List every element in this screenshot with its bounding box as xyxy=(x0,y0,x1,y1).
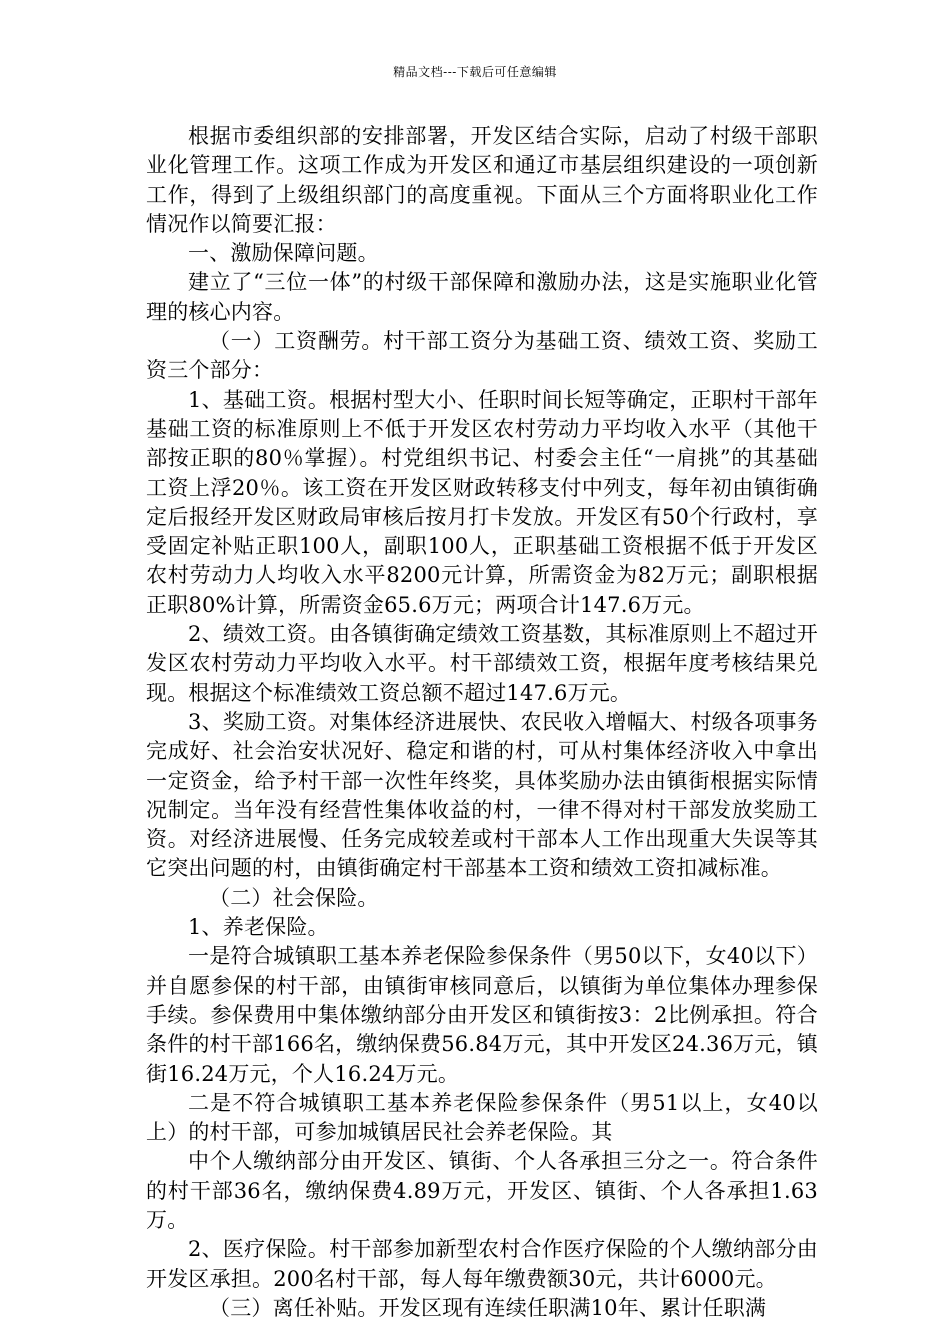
subsection-heading-departure-subsidy: （三）离任补贴。开发区现有连续任职满10年、累计任职满 xyxy=(209,1295,767,1320)
paragraph-intro: 根据市委组织部的安排部署，开发区结合实际，启动了村级干部职业化管理工作。这项工作成为开发区和通辽市基层组织建设的一项创新工作，得到了上级组织部门的高度重视。下面从三个方面将职业化工作情况作以简要汇报： xyxy=(146,124,818,236)
paragraph-pension-heading: 1、养老保险。 xyxy=(188,915,329,940)
paragraph-pension-cost-share: 中个人缴纳部分由开发区、镇街、个人各承担三分之一。符合条件的村干部36名，缴纳保费4.89万元，开发区、镇街、个人各承担1.63万。 xyxy=(146,1149,818,1232)
document-body xyxy=(146,122,818,1323)
paragraph-performance-salary: 2、绩效工资。由各镇街确定绩效工资基数，其标准原则上不超过开发区农村劳动力平均收入水平。村干部绩效工资，根据年度考核结果兑现。根据这个标准绩效工资总额不超过147.6万元。 xyxy=(146,622,818,705)
paragraph-core-content: 建立了“三位一体”的村级干部保障和激励办法，这是实施职业化管理的核心内容。 xyxy=(146,270,818,324)
paragraph-medical-insurance: 2、医疗保险。村干部参加新型农村合作医疗保险的个人缴纳部分由开发区承担。200名村干部，每人每年缴费额30元，共计6000元。 xyxy=(146,1237,818,1291)
paragraph-base-salary: 1、基础工资。根据村型大小、任职时间长短等确定，正职村干部年基础工资的标准原则上不低于开发区农村劳动力平均收入水平（其他干部按正职的80％掌握）。村党组织书记、村委会主任“一肩挑”的其基础工资上浮20％。该工资在开发区财政转移支付中列支，每年初由镇街确定后报经开发区财政局审核后按月打卡发放。开发区有50个行政村，享受固定补贴正职100人，副职100人，正职基础工资根据不低于开发区农村劳动力人均收入水平8200元计算，所需资金为82万元；副职根据正职80%计算，所需资金65.6万元；两项合计147.6万元。 xyxy=(146,387,818,617)
paragraph-bonus-salary: 3、奖励工资。对集体经济进展快、农民收入增幅大、村级各项事务完成好、社会治安状况好、稳定和谐的村，可从村集体经济收入中拿出一定资金，给予村干部一次性年终奖，具体奖励办法由镇街根据实际情况制定。当年没有经营性集体收益的村，一律不得对村干部发放奖励工资。对经济进展慢、任务完成较差或村干部本人工作出现重大失误等其它突出问题的村，由镇街确定村干部基本工资和绩效工资扣减标准。 xyxy=(146,709,818,881)
page-header: 精品文档---下载后可任意编辑 xyxy=(393,65,557,79)
paragraph-pension-ineligible: 二是不符合城镇职工基本养老保险参保条件（男51以上，女40以上）的村干部，可参加城镇居民社会养老保险。其 xyxy=(146,1090,818,1145)
paragraph-pension-eligible: 一是符合城镇职工基本养老保险参保条件（男50以下，女40以下）并自愿参保的村干部，由镇街审核同意后，以镇街为单位集体办理参保手续。参保费用中集体缴纳部分由开发区和镇街按3：2比例承担。符合条件的村干部166名，缴纳保费56.84万元，其中开发区24.36万元，镇街16.24万元，个人16.24万元。 xyxy=(146,944,818,1086)
subsection-heading-social-insurance: （二）社会保险。 xyxy=(209,885,379,910)
subsection-heading-salary: （一）工资酬劳。村干部工资分为基础工资、绩效工资、奖励工资三个部分： xyxy=(146,329,818,383)
section-heading-incentives: 一、激励保障问题。 xyxy=(188,241,379,266)
